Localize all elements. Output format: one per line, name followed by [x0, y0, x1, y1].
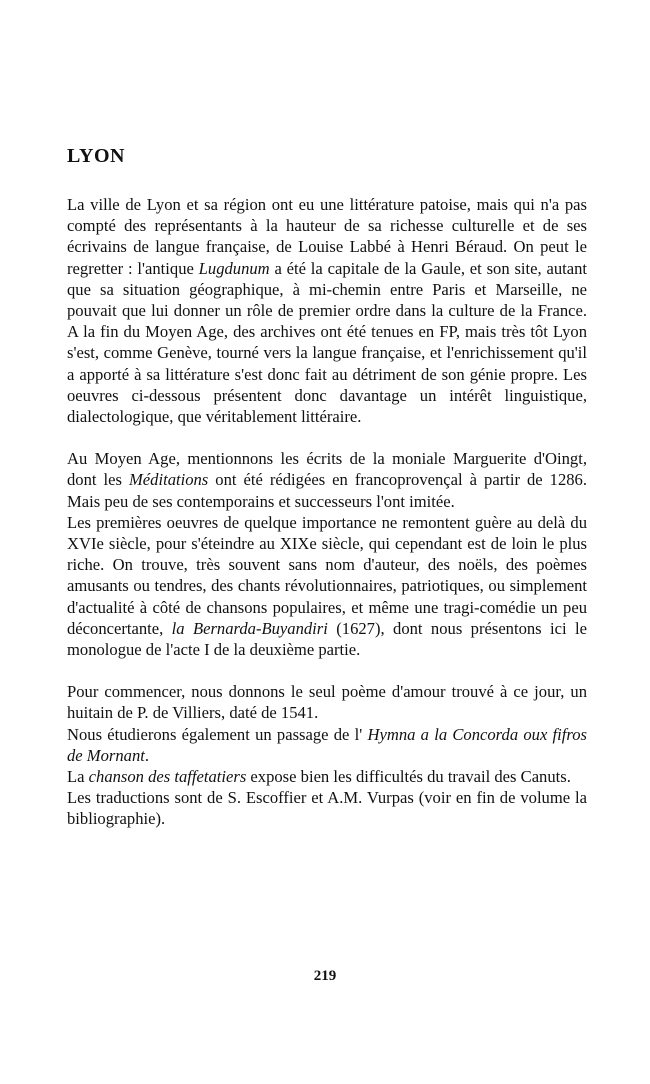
- page-number: 219: [313, 968, 337, 984]
- paragraph-7: Les traductions sont de S. Escoffier et A.M. Vurpas (voir en fin de volume la bibliographie).: [67, 788, 587, 829]
- bernarda-italic: la Bernarda-Buyandiri: [171, 618, 328, 638]
- paragraph-4: Pour commencer, nous donnons le seul poème d'amour trouvé à ce jour, un huitain de P. de Villiers, daté de 1541.: [67, 682, 587, 723]
- paragraph-intro: [67, 194, 587, 427]
- page-content: [67, 140, 587, 851]
- paragraph-2: Au Moyen Age, mentionnons les écrits de la moniale Marguerite d'Oingt, dont les Méditations ont été rédigées en francoprovençal à partir de 1286. Mais peu de ses contemporains et successeurs l'ont imitée.: [67, 449, 588, 511]
- paragraph-history: [67, 448, 587, 660]
- paragraph-5: Nous étudierons également un passage de l' Hymna a la Concorda oux fifros de Mornant.: [67, 724, 587, 765]
- section-heading: LYON: [67, 145, 125, 167]
- meditations-italic: Méditations: [128, 470, 209, 490]
- paragraph-3: Les premières oeuvres de quelque importance ne remontent guère au delà du XVIe siècle, pour s'éteindre au XIXe siècle, qui cependant est de loin le plus riche. On trouve, très souvent sans nom d'auteur, des noëls, des poèmes amusants ou tendres, des chants révolutionnaires, patriotiques, ou simplement d'actualité à côté de chansons populaires, et même une tragi-comédie un peu déconcertante, la Bernarda-Buyandiri (1627), dont nous présentons ici le monologue de l'acte I de la deuxième partie.: [67, 512, 587, 660]
- paragraph-contents: [67, 681, 587, 829]
- chanson-italic: chanson des taffetatiers: [88, 767, 247, 787]
- paragraph-1: La ville de Lyon et sa région ont eu une littérature patoise, mais qui n'a pas compté des représentants à la hauteur de sa richesse culturelle et de ses écrivains de langue française, de Louise Labbé à Henri Béraud. On peut le regretter : l'antique Lugdunum a été la capitale de la Gaule, et son site, autant que sa situation géographique, à mi-chemin entre Paris et Marseille, ne pouvait que lui donner un rôle de premier ordre dans la culture de la France. A la fin du Moyen Age, des archives ont été tenues en FP, mais très tôt Lyon s'est, comme Genève, tourné vers la langue française, et l'enrichissement qu'il a apporté à sa littérature s'est donc fait au détriment de son génie propre. Les oeuvres ci-dessous présentent donc davantage un intérêt linguistique, dialectologique, que véritablement littéraire.: [67, 195, 587, 427]
- lugdunum-italic: Lugdunum: [198, 258, 270, 278]
- paragraph-6: La chanson des taffetatiers expose bien les difficultés du travail des Canuts.: [67, 767, 571, 787]
- hymna-italic: Hymna a la Concorda oux fifros de Mornant: [67, 724, 587, 765]
